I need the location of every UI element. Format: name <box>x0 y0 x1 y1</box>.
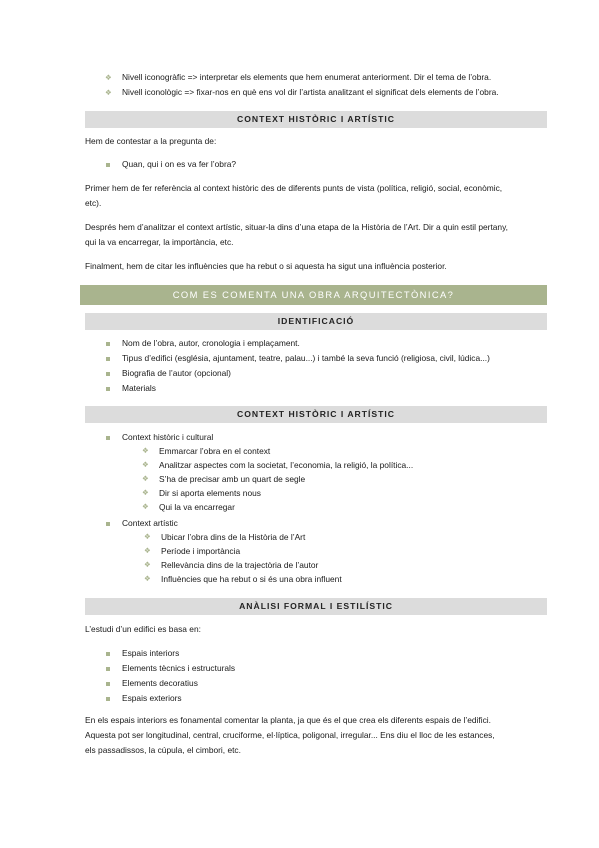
diamond-bullet-icon: ❖ <box>105 88 112 97</box>
square-bullet-icon <box>106 682 110 686</box>
list-item: Elements decoratius <box>105 676 235 691</box>
paragraph: Després hem d’analitzar el context artístic, situar-la dins d’una etapa de la Història de l’Art. Dir a quin estil pertany, qui la va encarregar, la importància, etc. <box>85 222 508 247</box>
paragraph: L’estudi d’un edifici es basa en: <box>85 624 201 634</box>
list-item: ❖ Rellevància dins de la trajectòria de l’autor <box>144 560 319 570</box>
section-header: CONTEXT HISTÒRIC I ARTÍSTIC <box>85 406 547 423</box>
diamond-bullet-icon: ❖ <box>142 460 149 469</box>
list-item: ❖ Ubicar l’obra dins de la Història de l’Art <box>144 532 306 542</box>
list-item: ❖ S’ha de precisar amb un quart de segle <box>142 474 306 484</box>
square-bullet-icon <box>106 667 110 671</box>
list-item: ❖ Nivell iconogràfic => interpretar els elements que hem enumerat anteriorment. Dir el tema de l’obra. <box>105 70 499 85</box>
square-bullet-icon <box>106 163 110 167</box>
square-bullet-icon <box>106 697 110 701</box>
list-item: Biografia de l’autor (opcional) <box>105 366 490 381</box>
square-bullet-icon <box>106 436 110 440</box>
diamond-bullet-icon: ❖ <box>144 546 151 555</box>
section-header: IDENTIFICACIÓ <box>85 313 547 330</box>
square-bullet-icon <box>106 342 110 346</box>
list-item: ❖ Influències que ha rebut o si és una obra influent <box>144 574 342 584</box>
square-bullet-icon <box>106 357 110 361</box>
analysis-list <box>105 646 235 706</box>
list-item: Context artístic <box>105 516 178 531</box>
list-item: ❖ Dir si aporta elements nous <box>142 488 261 498</box>
list-item: Espais interiors <box>105 646 235 661</box>
list-item: Elements tècnics i estructurals <box>105 661 235 676</box>
diamond-bullet-icon: ❖ <box>142 446 149 455</box>
list-item: Context històric i cultural <box>105 430 213 445</box>
diamond-bullet-icon: ❖ <box>144 560 151 569</box>
list-item: Espais exteriors <box>105 691 235 706</box>
context-list <box>105 430 213 445</box>
paragraph: Primer hem de fer referència al context històric des de diferents punts de vista (política, religió, social, econòmic, etc). <box>85 183 503 208</box>
square-bullet-icon <box>106 522 110 526</box>
paragraph: En els espais interiors es fonamental comentar la planta, ja que és el que crea els diferents espais de l’edifici. Aquesta pot ser longitudinal, central, cruciforme, el·líptica, poligonal, irregular... Ens diu el lloc de les estances, els passadissos, la cúpula, el cimbori, etc. <box>85 715 495 755</box>
square-bullet-icon <box>106 652 110 656</box>
section-header: ANÀLISI FORMAL I ESTILÍSTIC <box>85 598 547 615</box>
list-item: Nom de l’obra, autor, cronologia i emplaçament. <box>105 336 490 351</box>
diamond-bullet-icon: ❖ <box>144 574 151 583</box>
diamond-bullet-icon: ❖ <box>144 532 151 541</box>
list-item: Quan, qui i on es va fer l’obra? <box>105 157 236 172</box>
list-item: ❖ Període i importància <box>144 546 241 556</box>
list-item: ❖ Analitzar aspectes com la societat, l’economia, la religió, la política... <box>142 460 414 470</box>
paragraph: Finalment, hem de citar les influències que ha rebut o si aquesta ha sigut una influència posterior. <box>85 261 447 271</box>
list-item: ❖ Qui la va encarregar <box>142 502 235 512</box>
main-heading: COM ES COMENTA UNA OBRA ARQUITECTÒNICA? <box>80 285 547 305</box>
diamond-bullet-icon: ❖ <box>142 502 149 511</box>
list-item: Materials <box>105 381 490 396</box>
list-item: ❖ Emmarcar l’obra en el context <box>142 446 271 456</box>
identification-list <box>105 336 490 396</box>
sub-list <box>142 444 413 514</box>
question-list <box>105 157 236 172</box>
context-list <box>105 516 178 531</box>
section-header: CONTEXT HISTÒRIC I ARTÍSTIC <box>85 111 547 128</box>
sub-list <box>144 530 342 586</box>
paragraph: Hem de contestar a la pregunta de: <box>85 136 217 146</box>
diamond-bullet-icon: ❖ <box>142 488 149 497</box>
diamond-bullet-icon: ❖ <box>105 73 112 82</box>
square-bullet-icon <box>106 372 110 376</box>
list-item: Tipus d’edifici (església, ajuntament, teatre, palau...) i també la seva funció (religiosa, civil, lúdica...) <box>105 351 490 366</box>
diamond-bullet-icon: ❖ <box>142 474 149 483</box>
list-item: ❖ Nivell iconològic => fixar-nos en què ens vol dir l’artista analitzant el significat dels elements de l’obra. <box>105 85 499 100</box>
intro-list <box>105 70 499 100</box>
square-bullet-icon <box>106 387 110 391</box>
